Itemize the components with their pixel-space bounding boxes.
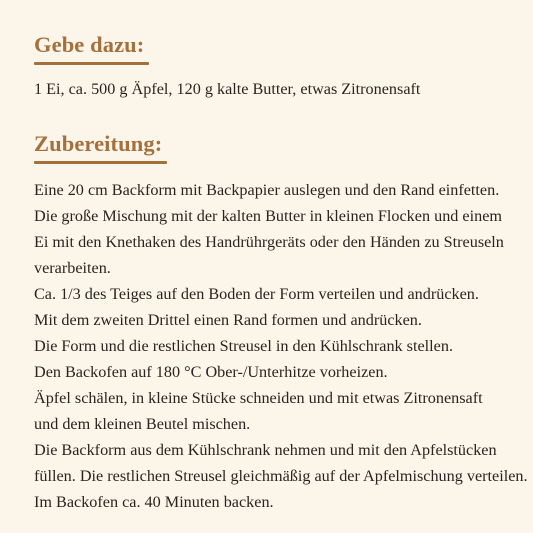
preparation-line: Mit dem zweiten Drittel einen Rand formen und andrücken. [34,311,422,329]
preparation-line: Im Backofen ca. 40 Minuten backen. [34,493,274,511]
ingredients-list: 1 Ei, ca. 500 g Äpfel, 120 g kalte Butter, etwas Zitronensaft [34,80,421,98]
preparation-line: Die große Mischung mit der kalten Butter in kleinen Flocken und einem [34,207,502,225]
preparation-line: Die Form und die restlichen Streusel in den Kühlschrank stellen. [34,337,453,355]
preparation-line: Ca. 1/3 des Teiges auf den Boden der Form verteilen und andrücken. [34,285,479,303]
preparation-heading-underline [34,161,167,164]
ingredients-heading [34,34,144,57]
preparation-line: Eine 20 cm Backform mit Backpapier auslegen und den Rand einfetten. [34,181,500,199]
preparation-line: Äpfel schälen, in kleine Stücke schneiden und mit etwas Zitronensaft [34,389,483,407]
preparation-steps [34,177,528,515]
preparation-line: Ei mit den Knethaken des Handrührgeräts oder den Händen zu Streuseln [34,233,504,251]
preparation-heading-text: Zubereitung: [34,131,163,156]
ingredients-heading-text: Gebe dazu: [34,32,145,57]
preparation-heading [34,133,162,156]
preparation-line: und dem kleinen Beutel mischen. [34,415,251,433]
preparation-line: Den Backofen auf 180 °C Ober-/Unterhitze vorheizen. [34,363,388,381]
preparation-line: Die Backform aus dem Kühlschrank nehmen und mit den Apfelstücken [34,441,497,459]
preparation-line: füllen. Die restlichen Streusel gleichmäßig auf der Apfelmischung verteilen. [34,467,528,485]
ingredients-heading-underline [34,62,149,65]
preparation-line: verarbeiten. [34,259,111,277]
